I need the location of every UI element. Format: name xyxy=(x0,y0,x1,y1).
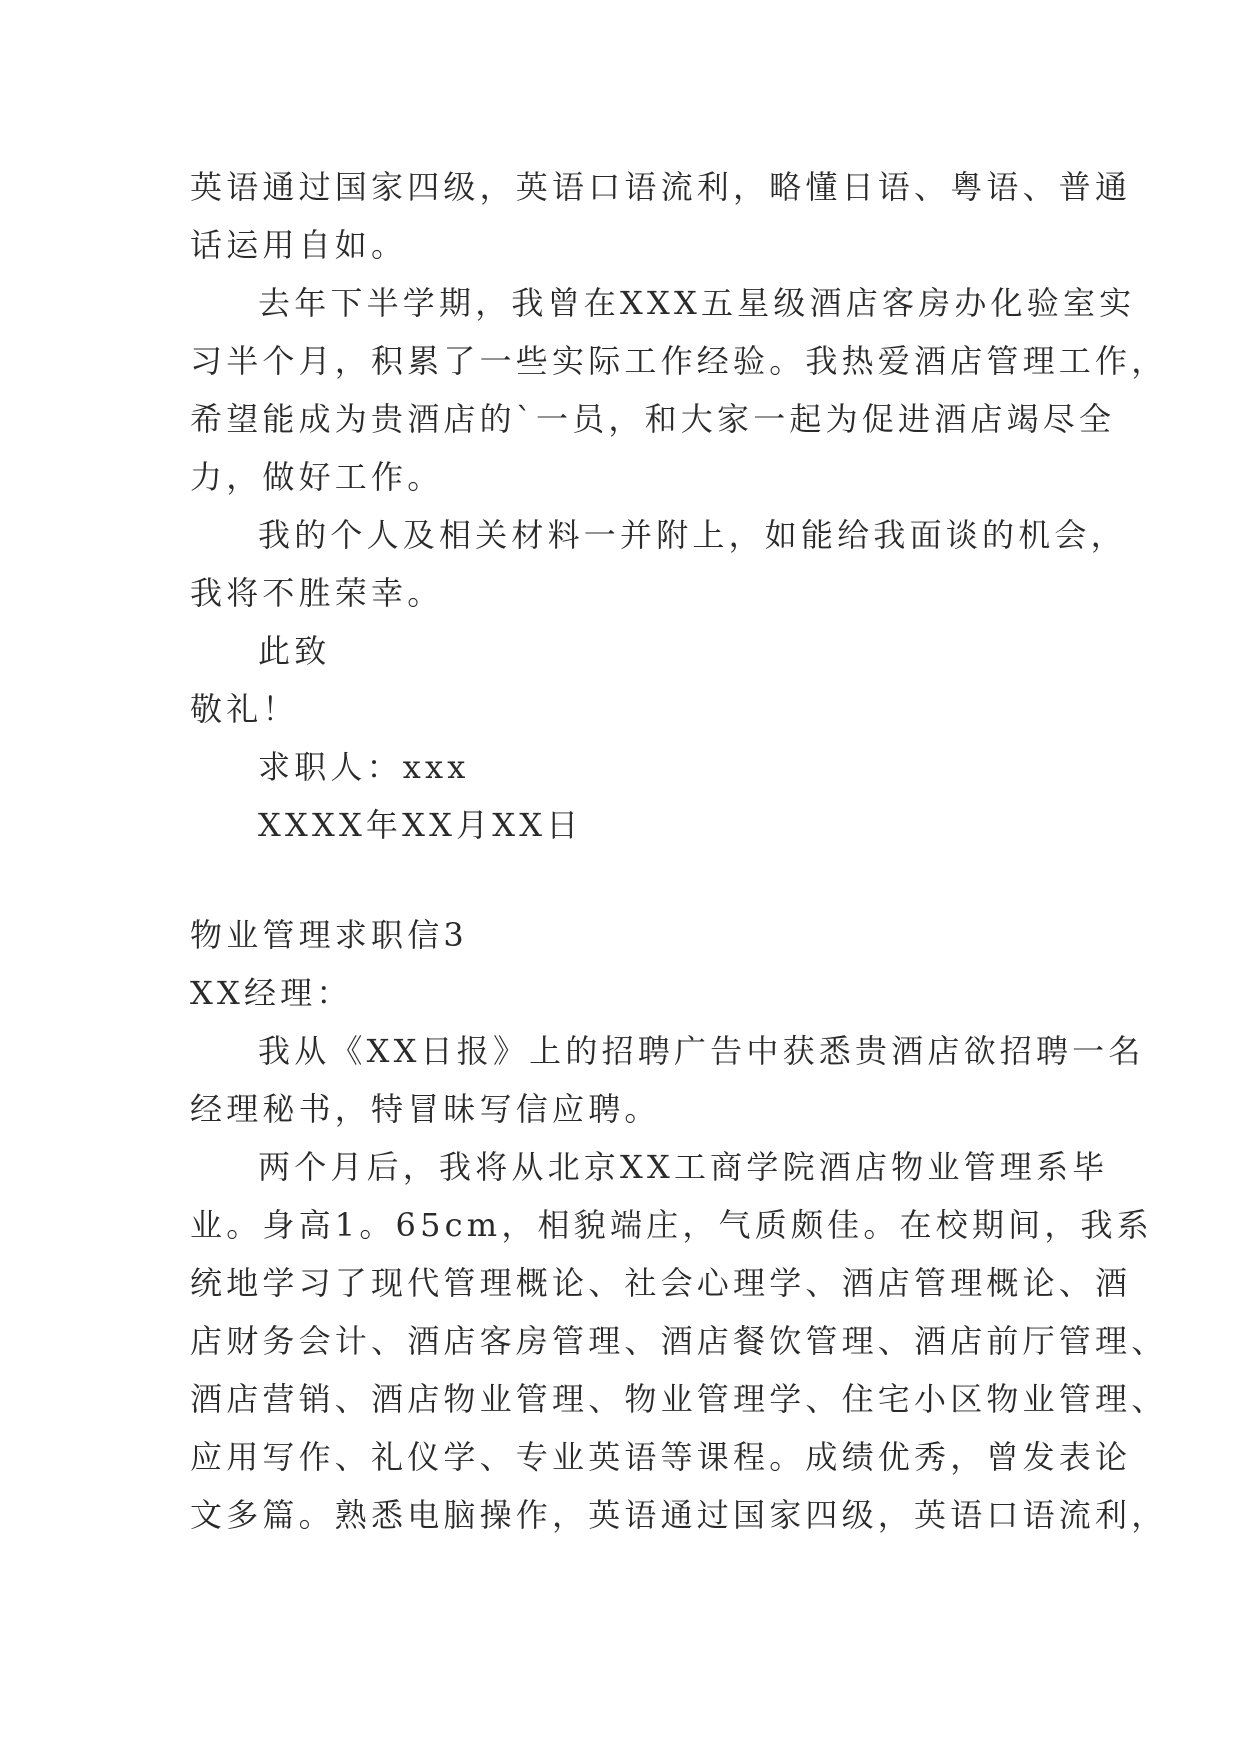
text-line: 习半个月，积累了一些实际工作经验。我热爱酒店管理工作， xyxy=(190,342,1168,380)
signature-date: XXXX年XX月XX日 xyxy=(258,806,583,844)
text-line: 去年下半学期，我曾在XXX五星级酒店客房办化验室实 xyxy=(258,284,1136,322)
text-line: 统地学习了现代管理概论、社会心理学、酒店管理概论、酒 xyxy=(190,1264,1132,1302)
text-line: 文多篇。熟悉电脑操作，英语通过国家四级，英语口语流利， xyxy=(190,1496,1168,1534)
text-line: 英语通过国家四级，英语口语流利，略懂日语、粤语、普通 xyxy=(190,168,1132,206)
text-line: 两个月后，我将从北京XX工商学院酒店物业管理系毕 xyxy=(258,1148,1109,1186)
text-line: 应用写作、礼仪学、专业英语等课程。成绩优秀，曾发表论 xyxy=(190,1438,1132,1476)
closing-salutation: 此致 xyxy=(258,632,331,670)
text-line: 力，做好工作。 xyxy=(190,458,444,496)
text-line: 我将不胜荣幸。 xyxy=(190,574,444,612)
text-line: 经理秘书，特冒昧写信应聘。 xyxy=(190,1090,661,1128)
document-body xyxy=(190,158,1168,1544)
text-line: 我从《XX日报》上的招聘广告中获悉贵酒店欲招聘一名 xyxy=(258,1032,1145,1070)
signature-applicant: 求职人：xxx xyxy=(258,748,470,786)
text-line: 店财务会计、酒店客房管理、酒店餐饮管理、酒店前厅管理、 xyxy=(190,1322,1168,1360)
text-line: 业。身高1。65cm，相貌端庄，气质颇佳。在校期间，我系 xyxy=(190,1206,1153,1244)
text-line: 话运用自如。 xyxy=(190,226,408,264)
text-line: 希望能成为贵酒店的`一员，和大家一起为促进酒店竭尽全 xyxy=(190,400,1116,438)
closing-regards: 敬礼！ xyxy=(190,690,299,728)
section-spacer xyxy=(190,854,1070,906)
text-line: 酒店营销、酒店物业管理、物业管理学、住宅小区物业管理、 xyxy=(190,1380,1168,1418)
section-title: 物业管理求职信3 xyxy=(190,916,468,954)
letter-greeting: XX经理： xyxy=(190,974,353,1012)
text-line: 我的个人及相关材料一并附上，如能给我面谈的机会， xyxy=(258,516,1127,554)
